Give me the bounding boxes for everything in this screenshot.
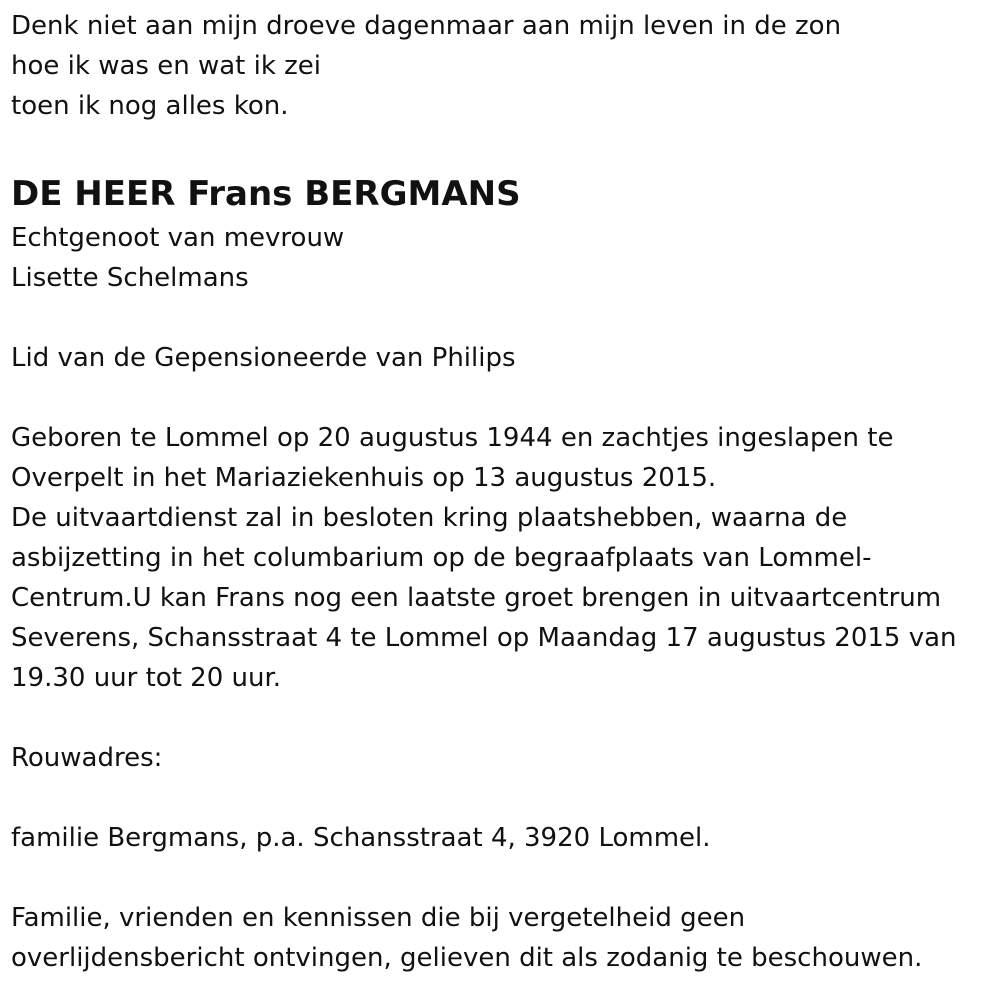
poem-line: toen ik nog alles kon. xyxy=(11,91,289,121)
spacer xyxy=(11,298,988,338)
spacer xyxy=(11,698,988,738)
mourning-address: familie Bergmans, p.a. Schansstraat 4, 3920 Lommel. xyxy=(11,823,711,853)
closing-line: Familie, vrienden en kennissen die bij vergetelheid geen xyxy=(11,903,746,933)
poem-line: Denk niet aan mijn droeve dagenmaar aan mijn leven in de zon xyxy=(11,11,842,41)
mourning-address-label: Rouwadres: xyxy=(11,743,163,773)
spouse-name: Lisette Schelmans xyxy=(11,263,249,293)
poem xyxy=(11,6,988,126)
membership-line: Lid van de Gepensioneerde van Philips xyxy=(11,343,516,373)
spacer xyxy=(11,378,988,418)
details-line: 19.30 uur tot 20 uur. xyxy=(11,663,282,693)
spacer xyxy=(11,778,988,818)
poem-line: hoe ik was en wat ik zei xyxy=(11,51,322,81)
spacer xyxy=(11,126,988,166)
spacer xyxy=(11,858,988,898)
closing-paragraph xyxy=(11,898,988,978)
deceased-name: DE HEER Frans BERGMANS xyxy=(11,174,521,214)
spouse-line: Echtgenoot van mevrouw xyxy=(11,223,345,253)
details-line: De uitvaartdienst zal in besloten kring plaatshebben, waarna de xyxy=(11,503,848,533)
details-line: Severens, Schansstraat 4 te Lommel op Maandag 17 augustus 2015 van xyxy=(11,623,957,653)
closing-line: overlijdensbericht ontvingen, gelieven dit als zodanig te beschouwen. xyxy=(11,943,923,973)
details-line: Centrum.U kan Frans nog een laatste groet brengen in uitvaartcentrum xyxy=(11,583,942,613)
details-line: asbijzetting in het columbarium op de begraafplaats van Lommel- xyxy=(11,543,872,573)
details-line: Geboren te Lommel op 20 augustus 1944 en zachtjes ingeslapen te xyxy=(11,423,894,453)
details-line: Overpelt in het Mariaziekenhuis op 13 augustus 2015. xyxy=(11,463,717,493)
details-paragraph xyxy=(11,418,988,698)
